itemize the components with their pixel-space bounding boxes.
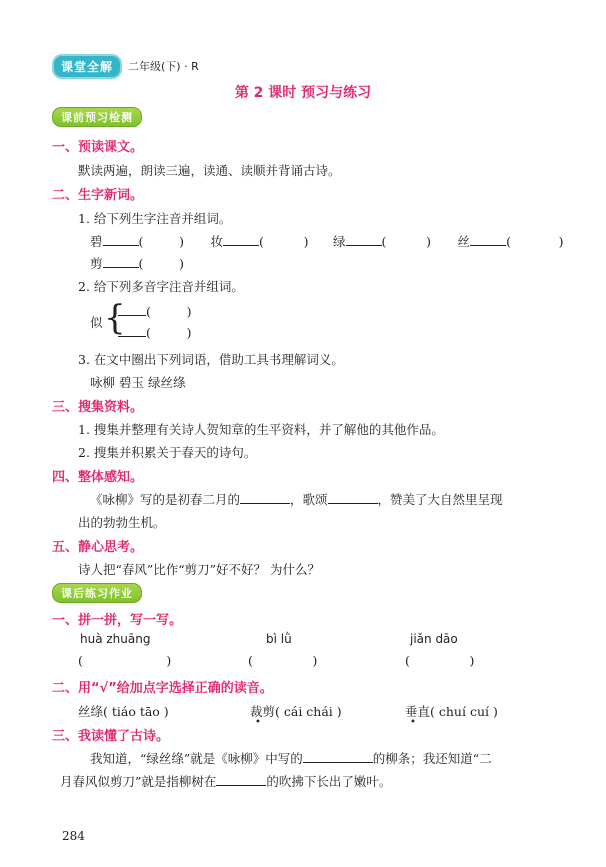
dotted-char: [250, 704, 263, 728]
pinyin-blank[interactable]: [118, 303, 146, 316]
text-fragment: ，歌颂: [290, 492, 328, 507]
char-item: 丝: [457, 234, 471, 249]
pron-item-1[interactable]: 丝绦( tiáo tāo ): [78, 704, 169, 719]
poly-row-1: [118, 303, 192, 319]
char-item: 妆: [210, 234, 224, 249]
sub-question-1: 1. 给下列生字注音并组词。: [78, 211, 232, 226]
pinyin-2: bì lǜ: [266, 632, 292, 646]
heading-preview-reading: 一、预读课文。: [52, 140, 144, 155]
fill-blank[interactable]: [303, 750, 373, 763]
section-banner-preview: [52, 108, 142, 125]
dotted-char: [405, 704, 418, 728]
char: 裁: [250, 704, 263, 719]
char: 垂: [405, 704, 418, 719]
fill-blank[interactable]: [216, 773, 266, 786]
word-paren[interactable]: ( ): [146, 325, 192, 340]
pinyin-blank[interactable]: [103, 233, 139, 246]
word-paren[interactable]: ( ): [138, 256, 185, 271]
collect-item-2: 2. 搜集并积累关于春天的诗句。: [78, 445, 257, 460]
overall-line-1: [90, 490, 503, 508]
brace-icon: {: [104, 298, 126, 338]
pinyin-blank[interactable]: [103, 255, 139, 268]
text-fragment: ，赞美了大自然里呈现: [377, 492, 503, 507]
answer-paren-2[interactable]: ( ): [248, 653, 318, 668]
pinyin-blank[interactable]: [346, 233, 382, 246]
overall-line-2: 出的勃勃生机。: [78, 515, 166, 530]
think-question: 诗人把“春风”比作“剪刀”好不好？ 为什么？: [78, 562, 321, 577]
sub-question-3: 3. 在文中圈出下列词语，借助工具书理解词义。: [78, 352, 344, 367]
fill-blank[interactable]: [240, 491, 290, 504]
text-fragment: 月春风似剪刀”就是指柳树在: [60, 774, 217, 789]
heading-collect-info: 三、搜集资料。: [52, 400, 144, 415]
heading-overall: 四、整体感知。: [52, 470, 144, 485]
page-number: 284: [62, 829, 85, 843]
text-fragment: 《咏柳》写的是初春二月的: [90, 492, 241, 507]
banner-text: 课前预习检测: [52, 107, 142, 127]
collect-item-1: 1. 搜集并整理有关诗人贺知章的生平资料，并了解他的其他作品。: [78, 422, 444, 437]
fill-blank[interactable]: [328, 491, 378, 504]
word-paren[interactable]: ( ): [381, 234, 432, 249]
heading-choose-pronunciation: 二、用“√”给加点字选择正确的读音。: [52, 681, 273, 696]
word-paren[interactable]: ( ): [259, 234, 309, 249]
grade-label: 二年级(下) · R: [128, 60, 199, 73]
poly-char: 似: [90, 315, 103, 330]
char-item: 绿: [333, 234, 346, 249]
pinyin-blank[interactable]: [470, 233, 506, 246]
char-item: 剪: [90, 256, 103, 271]
text-fragment: 我知道，“绿丝绦”就是《咏柳》中写的: [90, 751, 303, 766]
reading-instruction: 默读两遍，朗读三遍，读通、读顺并背诵古诗。: [78, 163, 341, 178]
dot-mark-icon: •: [410, 717, 416, 728]
text-fragment: 的柳条；我还知道“二: [372, 751, 492, 766]
text-fragment: 的吹拂下长出了嫩叶。: [266, 774, 392, 789]
banner-text: 课后练习作业: [52, 583, 142, 603]
word-paren[interactable]: ( ): [146, 304, 192, 319]
pron-item-3[interactable]: [405, 702, 498, 728]
pinyin-1: huà zhuāng: [80, 632, 151, 646]
pron-options: 直( chuí cuí ): [417, 704, 498, 719]
poem-line-2: [60, 772, 391, 790]
sub-question-2: 2. 给下列多音字注音并组词。: [78, 279, 244, 294]
pinyin-3: jiǎn dāo: [410, 632, 458, 646]
heading-understand-poem: 三、我读懂了古诗。: [52, 729, 170, 744]
pron-item-2[interactable]: [250, 702, 342, 728]
pron-options: 剪( cái chái ): [262, 704, 342, 719]
heading-pinyin-write: 一、拼一拼，写一写。: [52, 613, 183, 628]
char-row-1: [90, 232, 564, 250]
heading-new-words: 二、生字新词。: [52, 188, 144, 203]
poem-line-1: [90, 749, 492, 767]
word-paren[interactable]: ( ): [506, 234, 564, 249]
answer-paren-1[interactable]: ( ): [78, 653, 172, 668]
dot-mark-icon: •: [255, 717, 261, 728]
pinyin-blank[interactable]: [118, 324, 146, 337]
poly-row-2: [118, 324, 192, 340]
logo-badge: 课堂全解: [52, 54, 122, 79]
pinyin-blank[interactable]: [223, 233, 259, 246]
word-paren[interactable]: ( ): [138, 234, 185, 249]
char-item: 碧: [90, 234, 103, 249]
char-row-2: [90, 254, 184, 272]
answer-paren-3[interactable]: ( ): [405, 653, 475, 668]
vocab-words: 咏柳 碧玉 绿丝绦: [90, 375, 186, 390]
section-banner-homework: [52, 584, 142, 601]
lesson-title: 第 2 课时 预习与练习: [234, 85, 372, 101]
heading-think: 五、静心思考。: [52, 540, 144, 555]
header-logo: [52, 56, 199, 76]
